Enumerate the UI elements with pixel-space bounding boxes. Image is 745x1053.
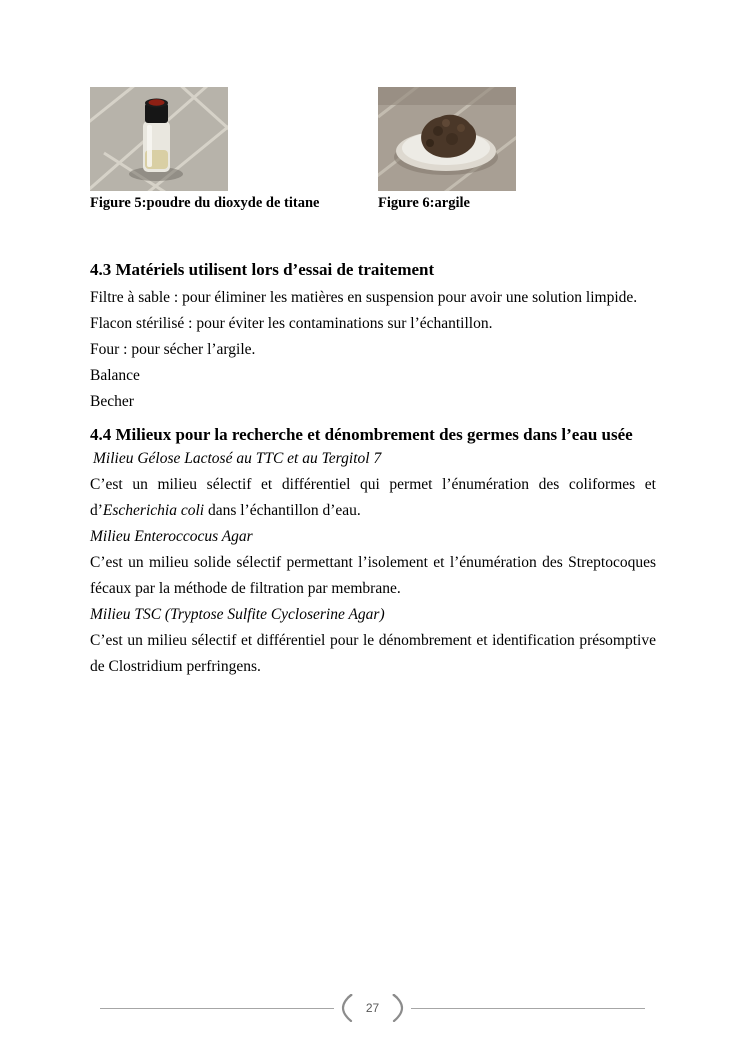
material-item-sterile-flask: Flacon stérilisé : pour éviter les contaminations sur l’échantillon. [90,315,493,332]
left-bracket-ornament [341,994,353,1022]
milieu-3-description: C’est un milieu sélectif et différentiel pour le dénombrement et identification présomptive de Clostridium perfringens. [90,632,656,675]
figure-5-caption: Figure 5:poudre du dioxyde de titane [90,195,320,211]
page-number: 27 [365,1001,380,1015]
footer-rule-right [411,1008,645,1009]
material-item-oven: Four : pour sécher l’argile. [90,341,256,358]
section-4-4-heading: 4.4 Milieux pour la recherche et dénombrement des germes dans l’eau usée [90,425,633,444]
page-footer [100,994,645,1022]
right-bracket-ornament [392,994,404,1022]
titanium-dioxide-photo-art [90,87,228,191]
page-content [90,87,656,680]
section-4-4-body [90,446,656,680]
milieu-1-desc-species: Escherichia coli [102,502,205,519]
material-item-balance: Balance [90,367,140,384]
figure-5 [90,87,320,212]
footer-rule-left [100,1008,334,1009]
milieu-2-title: Milieu Enteroccocus Agar [90,528,253,545]
figure-6-caption: Figure 6:argile [378,195,470,211]
figures-row [90,87,656,212]
milieu-2-description: C’est un milieu solide sélectif permettant l’isolement et l’énumération des Streptocoques fécaux par la méthode de filtration par membrane. [90,554,656,597]
milieu-1-description [90,472,656,524]
material-item-sand-filter: Filtre à sable : pour éliminer les matières en suspension pour avoir une solution limpide. [90,289,638,306]
section-4-3-body [90,285,656,415]
milieu-3-title: Milieu TSC (Tryptose Sulfite Cycloserine Agar) [90,606,385,623]
material-item-becher: Becher [90,393,134,410]
section-4-3-heading: 4.3 Matériels utilisent lors d’essai de traitement [90,260,435,279]
titanium-dioxide-photo [90,87,228,191]
milieu-1-desc-lead: C’est un milieu sélectif et différentiel qui permet l’énumération des coliformes et d’ [90,476,656,519]
clay-photo [378,87,516,191]
clay-photo-art [378,87,516,191]
milieu-1-desc-tail: dans l’échantillon d’eau. [204,502,361,519]
milieu-1-title: Milieu Gélose Lactosé au TTC et au Tergitol 7 [93,450,382,467]
figure-6 [378,87,516,212]
